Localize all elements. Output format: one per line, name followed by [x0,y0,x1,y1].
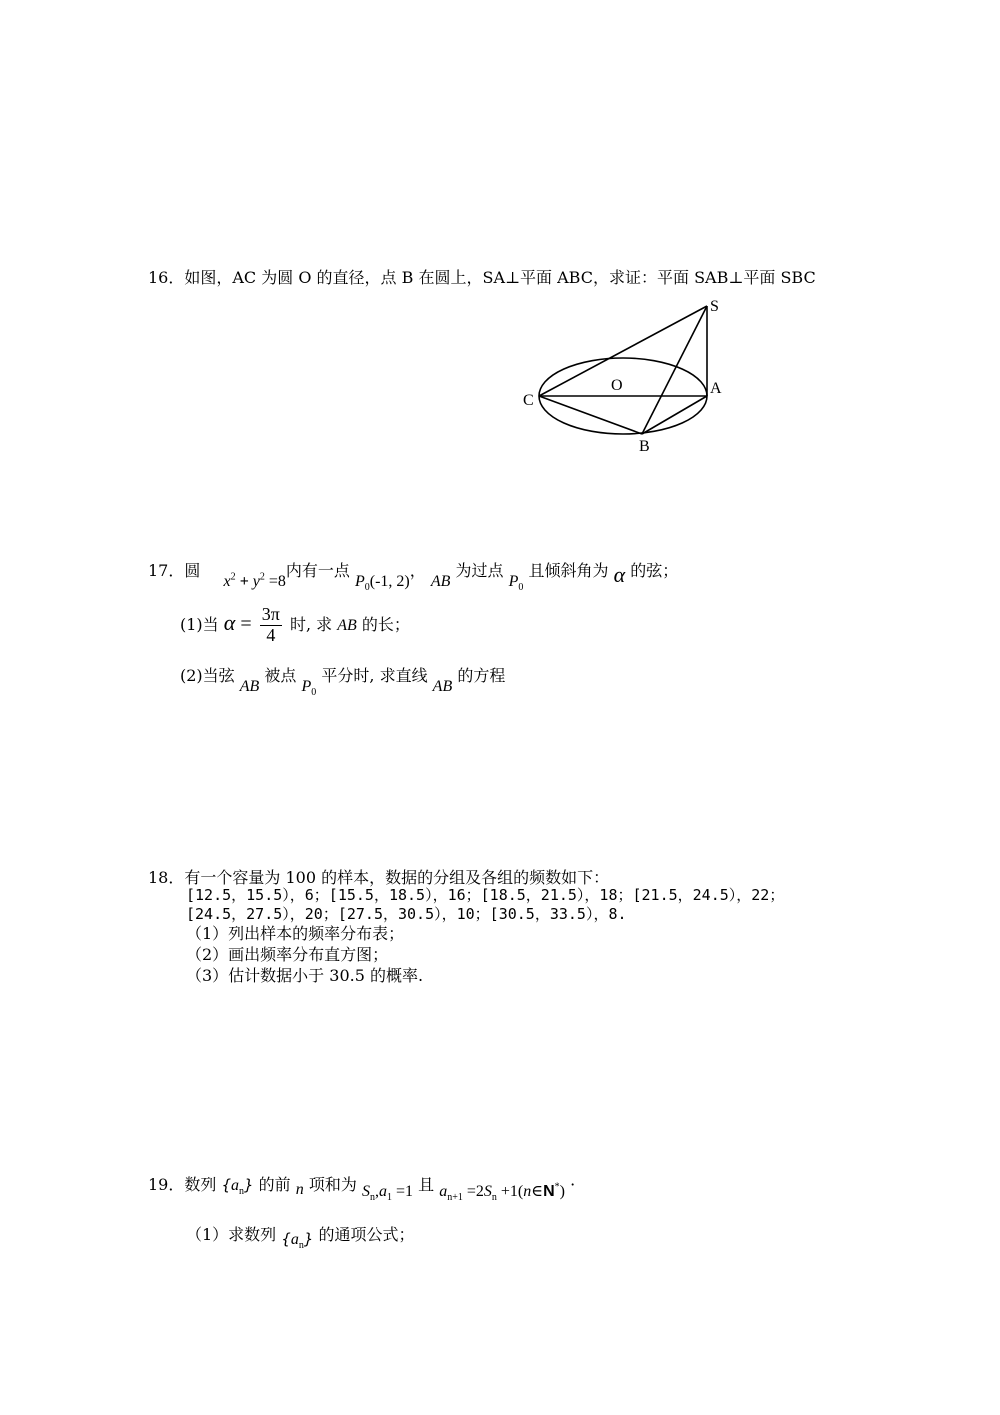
label-a: A [710,380,722,397]
q16-number: 16． [148,268,185,287]
q18-sub1: （1）列出样本的频率分布表； [186,924,405,943]
q18-line2: [12.5，15.5），6；[15.5，18.5），16；[18.5，21.5），18；[21.5，24.5），22； [186,886,785,904]
label-b: B [639,438,650,455]
q18-line1: 18．有一个容量为 100 的样本，数据的分组及各组的频数如下： [148,868,610,887]
segment-cs [539,306,707,396]
q18-sub2: （2）画出频率分布直方图； [186,945,389,964]
q16-statement: 如图，AC 为圆 O 的直径，点 B 在圆上，SA⊥平面 ABC，求证：平面 SAB⊥平面 SBC [184,268,816,287]
label-c: C [523,392,534,409]
q17-line1: 17．圆 $x^2 + y^2 =8$内有一点 $P_0(-1$, 2)， AB 为过点 $P_0$ 且倾斜角为 α 的弦； [148,561,679,594]
q17-part2: (2)当弦 AB 被点 $P_0$ 平分时, 求直线 AB 的方程 [180,666,506,699]
q17-part1: (1)当 α = $\frac{3\pi}{4}$ 时, 求 AB 的长； [180,604,410,645]
fraction-3pi-over-4: $\frac{3\pi}{4}$ [261,604,280,645]
label-s: S [710,298,719,315]
q17-number: 17． [148,561,185,580]
segment-cb [539,396,642,434]
q19-line1: 19．数列 $\{a_n\}$ 的前 n 项和为 $S_n,a_1 =1$ 且 $a_{n+1} =2S_n$ +1(n∈N*) · [148,1175,576,1204]
q19-sub1: （1）求数列 $\{a_n\}$ 的通项公式； [186,1225,415,1252]
q18-line3: [24.5，27.5），20；[27.5，30.5），10；[30.5，33.5），8. [186,905,627,923]
label-o: O [611,377,623,394]
q18-sub3: （3）估计数据小于 30.5 的概率. [186,966,424,985]
